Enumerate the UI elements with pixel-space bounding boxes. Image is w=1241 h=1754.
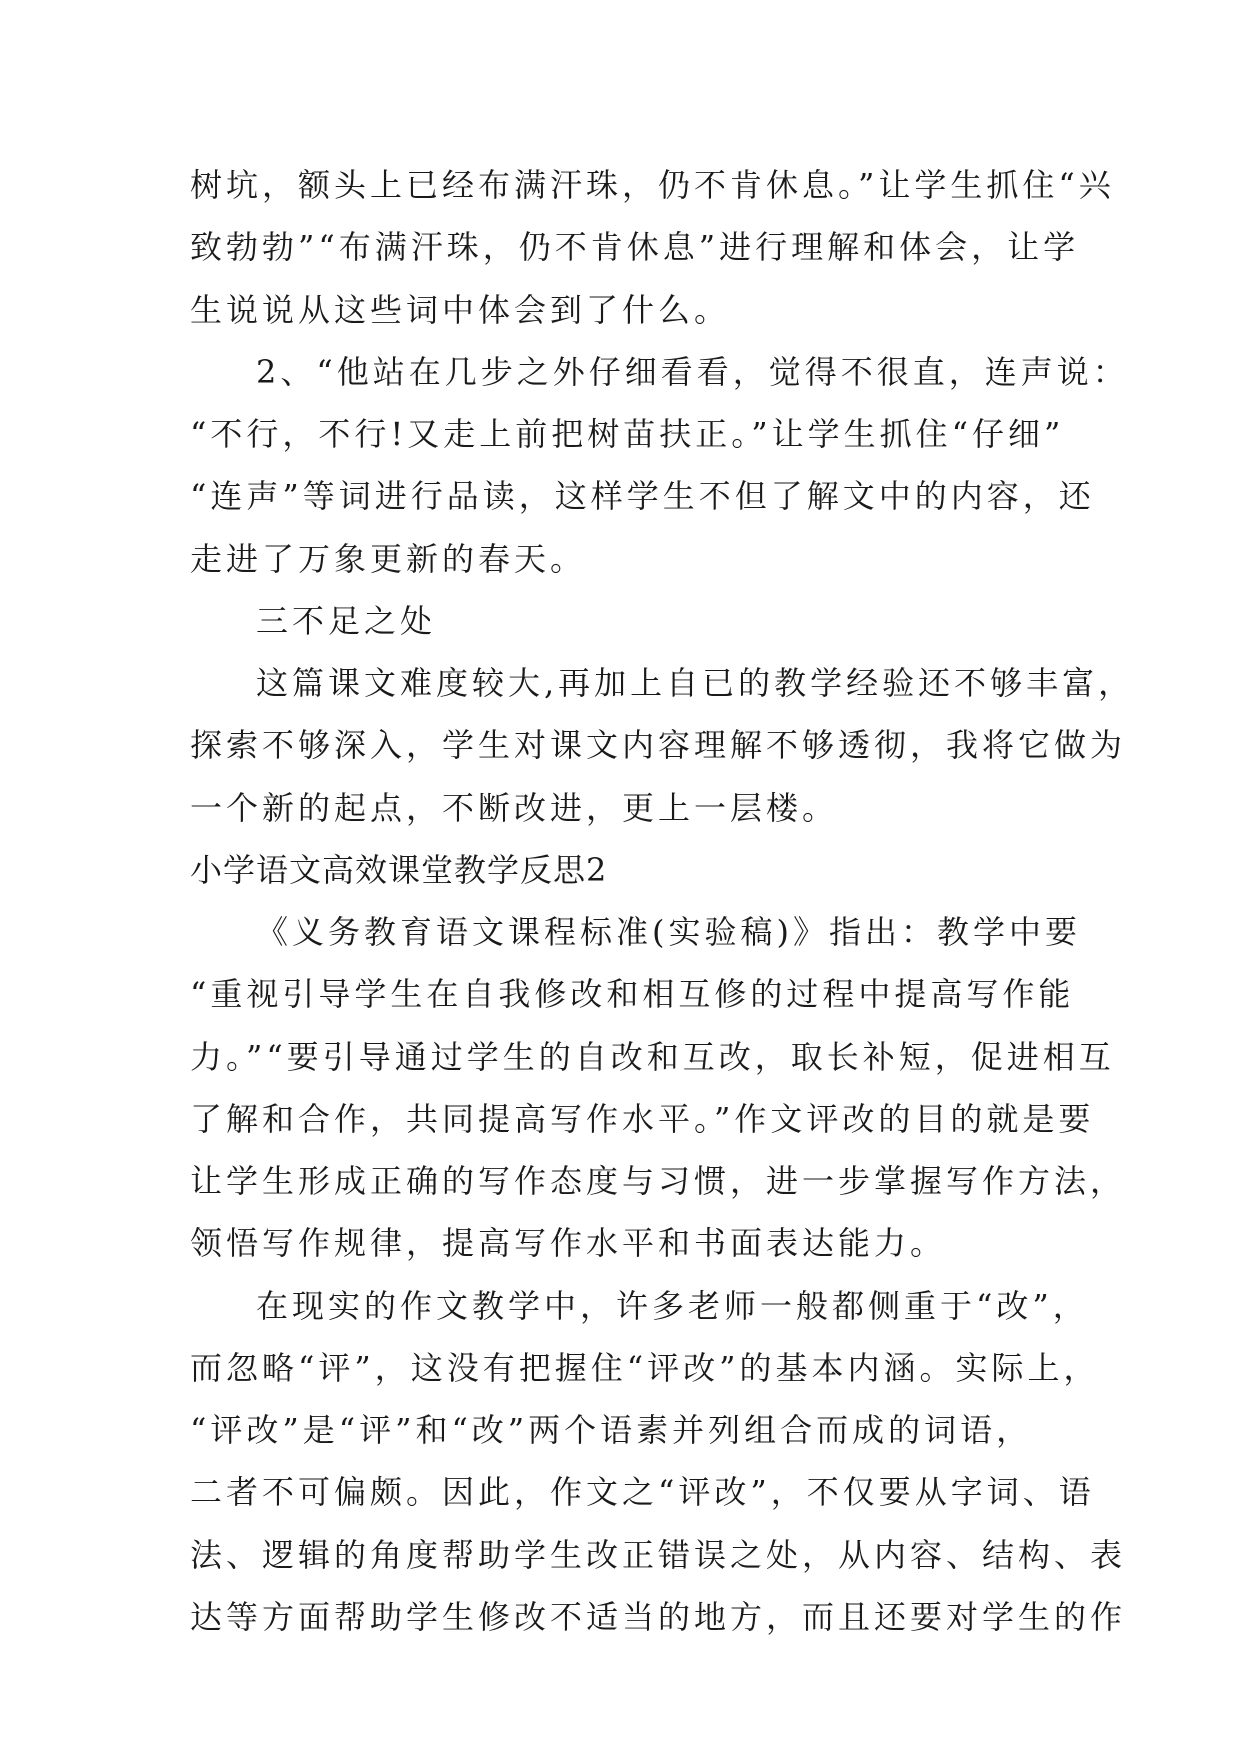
paragraph-line: 法、逻辑的角度帮助学生改正错误之处，从内容、结构、表 [190,1536,1127,1574]
paragraph-line: 树坑，额头上已经布满汗珠，仍不肯休息。”让学生抓住“兴 [190,166,1115,204]
paragraph-line: 而忽略“评”，这没有把握住“评改”的基本内涵。实际上， [190,1349,1100,1387]
paragraph-line: 致勃勃”“布满汗珠，仍不肯休息”进行理解和体会，让学 [190,228,1080,266]
section-heading: 三不足之处 [256,602,437,640]
paragraph-line: 生说说从这些词中体会到了什么。 [190,291,731,329]
paragraph-line: “不行，不行!又走上前把树苗扶正。”让学生抓住“仔细” [190,415,1065,453]
paragraph-line: 达等方面帮助学生修改不适当的地方，而且还要对学生的作 [190,1598,1127,1636]
paragraph-line: 了解和合作，共同提高写作水平。”作文评改的目的就是要 [190,1100,1095,1138]
paragraph-line: 力。”“要引导通过学生的自改和互改，取长补短，促进相互 [190,1038,1115,1076]
paragraph-line: 探索不够深入，学生对课文内容理解不够透彻，我将它做为 [190,726,1127,764]
paragraph-line: “连声”等词进行品读，这样学生不但了解文中的内容，还 [190,477,1095,515]
paragraph-line: 领悟写作规律，提高写作水平和书面表达能力。 [190,1224,947,1262]
paragraph-line: 二者不可偏颇。因此，作文之“评改”，不仅要从字词、语 [190,1473,1095,1511]
article-title: 小学语文高效课堂教学反思2 [190,851,608,889]
paragraph-line: 走进了万象更新的春天。 [190,540,587,578]
paragraph-line: 这篇课文难度较大,再加上自已的教学经验还不够丰富， [256,664,1135,702]
paragraph-line: 一个新的起点，不断改进，更上一层楼。 [190,789,839,827]
paragraph-line: “评改”是“评”和“改”两个语素并列组合而成的词语， [190,1411,1033,1449]
paragraph-line: 让学生形成正确的写作态度与习惯，进一步掌握写作方法， [190,1162,1127,1200]
paragraph-line: “重视引导学生在自我修改和相互修的过程中提高写作能 [190,975,1075,1013]
paragraph-line: 《义务教育语文课程标准(实验稿)》指出：教学中要 [256,913,1081,951]
paragraph-line: 2、“他站在几步之外仔细看看，觉得不很直，连声说： [256,353,1129,391]
paragraph-line: 在现实的作文教学中，许多老师一般都侧重于“改”， [256,1287,1089,1325]
